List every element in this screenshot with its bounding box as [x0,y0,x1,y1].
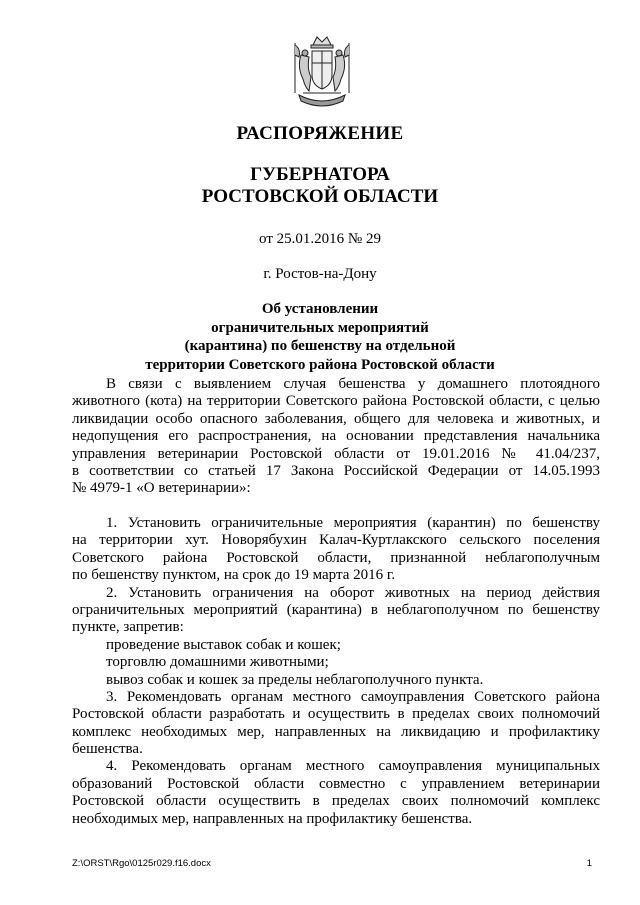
issuer-heading-line2: РОСТОВСКОЙ ОБЛАСТИ [201,186,439,207]
coat-of-arms-icon [291,33,353,111]
text-line: Ростовской области осуществить в пределах своих полномочий комплекс [72,793,600,810]
text-line: по бешенству пунктом, на срок до 19 марта 2016 г. [72,567,396,584]
text-line: В связи с выявлением случая бешенства у домашнего плотоядного [106,376,600,392]
text-line: Советского района Ростовской области, признанной неблагополучным [72,549,600,566]
title-line: ограничительных мероприятий [211,319,429,336]
text-line: ликвидации особо опасного заболевания, общего для человека и животных, и [72,410,600,427]
title-line: (карантина) по бешенству на отдельной [184,338,456,354]
text-line: пункте, запретив: [72,619,184,636]
order-items [72,515,600,828]
text-line: торговлю домашними животными; [106,654,329,671]
text-line: управления ветеринарии Ростовской области от 19.01.2016 № 41.04/237, [72,445,600,462]
text-line: ограничительных мероприятий (карантина) в неблагополучном по бешенству [72,601,600,618]
page-number: 1 [586,858,592,869]
text-line: образований Ростовской области совместно с управлением ветеринарии [72,775,600,792]
document-type-heading: РАСПОРЯЖЕНИЕ [236,123,404,144]
footer-file-path: Z:\ORST\Rgo\0125r029.f16.docx [72,858,211,869]
text-line: бешенства. [72,741,143,758]
text-line: на территории хут. Новорябухин Калач-Куртлакского сельского поселения [72,532,600,549]
text-line: недопущения его распространения, на основании представления начальника [72,428,600,445]
text-line: проведение выставок собак и кошек; [106,636,341,653]
title-line: территории Советского района Ростовской области [145,356,495,373]
text-line: 2. Установить ограничения на оборот животных на период действия [106,584,600,601]
text-line: комплекс необходимых мер, направленных на ликвидацию и профилактику [72,723,600,740]
order-title [0,300,640,374]
text-line: необходимых мер, направленных на профилактику бешенства. [72,810,473,827]
text-line: № 4979-1 «О ветеринарии»: [72,480,251,497]
text-line: животного (кота) на территории Советского района Ростовской области, с целью [72,393,600,410]
text-line: 3. Рекомендовать органам местного самоуправления Советского района [106,688,600,705]
issuer-heading-line1: ГУБЕРНАТОРА [250,164,390,185]
text-line: 1. Установить ограничительные мероприятия (карантин) по бешенству [106,515,600,531]
text-line: 4. Рекомендовать органам местного самоуправления муниципальных [106,758,600,775]
city-line: г. Ростов-на-Дону [263,266,377,282]
date-and-number: от 25.01.2016 № 29 [259,231,381,247]
text-line: Ростовской области разработать и осуществить в пределах своих полномочий [72,706,600,723]
title-line: Об установлении [261,301,379,317]
text-line: в соответствии со статьей 17 Закона Российской Федерации от 14.05.1993 [72,462,600,479]
preamble-paragraph [72,376,600,498]
text-line: вывоз собак и кошек за пределы неблагополучного пункта. [106,671,484,688]
